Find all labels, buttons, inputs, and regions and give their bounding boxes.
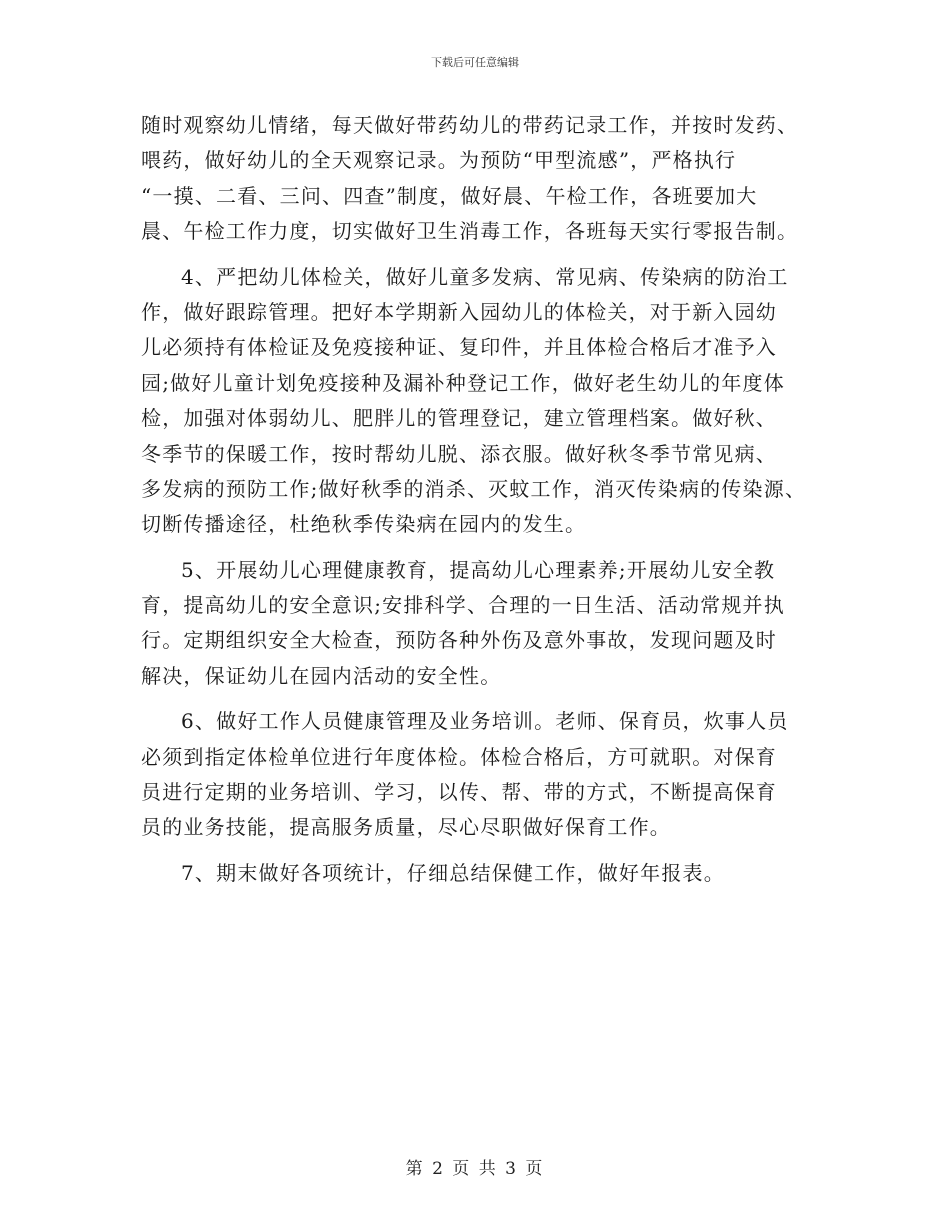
text-line: 员的业务技能，提高服务质量，尽心尽职做好保育工作。 — [141, 815, 671, 840]
text-line: 解决，保证幼儿在园内活动的安全性。 — [141, 663, 502, 688]
paragraph-continuation — [141, 108, 821, 250]
text-line: “一摸、二看、三问、四查”制度，做好晨、午检工作，各班要加大 — [141, 183, 758, 208]
text-line: 6、做好工作人员健康管理及业务培训。老师、保育员，炊事人员 — [181, 709, 789, 734]
paragraph-item-4 — [141, 260, 821, 543]
text-line: 多发病的预防工作;做好秋季的消杀、灭蚊工作，消灭传染病的传染源、 — [141, 476, 807, 501]
text-line: 行。定期组织安全大检查，预防各种外伤及意外事故，发现问题及时 — [141, 628, 777, 653]
paragraph-item-7 — [141, 856, 821, 891]
text-line: 喂药，做好幼儿的全天观察记录。为预防“甲型流感”，严格执行 — [141, 148, 737, 173]
page-number-footer: 第 2 页 共 3 页 — [405, 1159, 545, 1179]
text-line: 4、严把幼儿体检关，做好儿童多发病、常见病、传染病的防治工 — [181, 264, 789, 289]
document-body — [141, 108, 821, 891]
paragraph-item-6 — [141, 704, 821, 846]
text-line: 育，提高幼儿的安全意识;安排科学、合理的一日生活、活动常规并执 — [141, 593, 785, 618]
text-line: 员进行定期的业务培训、学习，以传、帮、带的方式，不断提高保育 — [141, 780, 777, 805]
text-line: 检，加强对体弱幼儿、肥胖儿的管理登记，建立管理档案。做好秋、 — [141, 406, 777, 431]
text-line: 园;做好儿童计划免疫接种及漏补种登记工作，做好老生幼儿的年度体 — [141, 370, 785, 395]
paragraph-item-5 — [141, 553, 821, 695]
text-line: 随时观察幼儿情绪，每天做好带药幼儿的带药记录工作，并按时发药、 — [141, 113, 799, 137]
text-line: 7、期末做好各项统计，仔细总结保健工作，做好年报表。 — [181, 860, 725, 885]
text-line: 儿必须持有体检证及免疫接种证、复印件，并且体检合格后才准予入 — [141, 335, 777, 360]
text-line: 必须到指定体检单位进行年度体检。体检合格后，方可就职。对保育 — [141, 744, 777, 769]
text-line: 晨、午检工作力度，切实做好卫生消毒工作，各班每天实行零报告制。 — [141, 219, 799, 244]
text-line: 5、开展幼儿心理健康教育，提高幼儿心理素养;开展幼儿安全教 — [181, 557, 776, 582]
text-line: 冬季节的保暖工作，按时帮幼儿脱、添衣服。做好秋冬季节常见病、 — [141, 441, 777, 466]
text-line: 作，做好跟踪管理。把好本学期新入园幼儿的体检关，对于新入园幼 — [141, 299, 777, 324]
text-line: 切断传播途径，杜绝秋季传染病在园内的发生。 — [141, 512, 587, 537]
page-header: 下载后可任意编辑 — [431, 56, 519, 69]
